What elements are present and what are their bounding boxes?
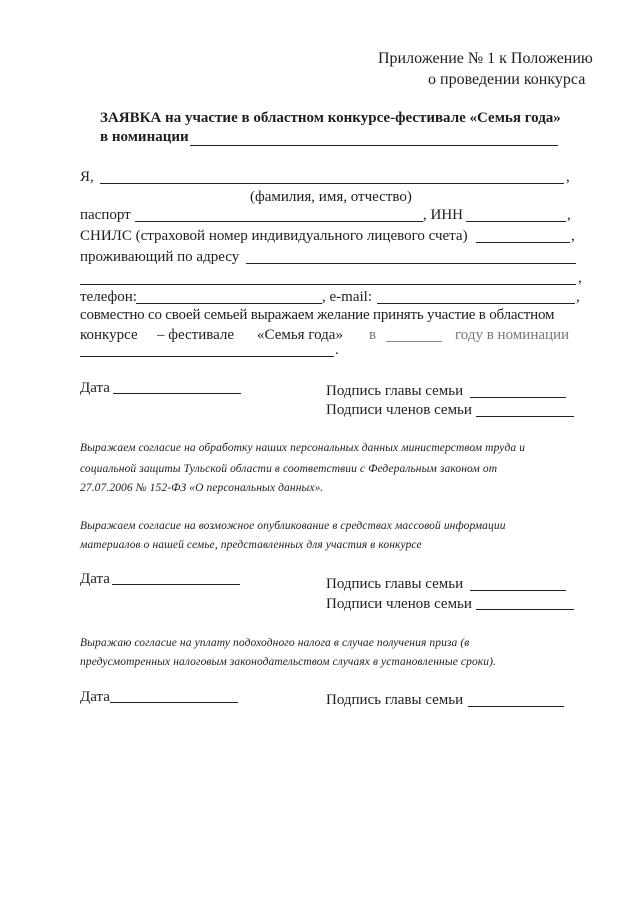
consent2-line-1: Выражаем согласие на возможное опубликование в средствах массовой информации (80, 520, 506, 532)
form-title: ЗАЯВКА на участие в областном конкурсе-фестивале «Семья года» (100, 110, 561, 126)
passport-label: паспорт (80, 207, 131, 223)
inn-label: , ИНН (423, 207, 463, 223)
email-comma: , (576, 289, 580, 305)
snils-comma: , (571, 228, 575, 244)
head-signature-field-3[interactable] (468, 706, 564, 707)
members-signature-field-1[interactable] (476, 416, 574, 417)
snils-label: СНИЛС (страховой номер индивидуального лицевого счета) (80, 228, 468, 244)
fio-field[interactable] (100, 183, 564, 184)
consent1-line-3: 27.07.2006 № 152-ФЗ «О персональных данных». (80, 482, 324, 494)
snils-field[interactable] (476, 242, 570, 243)
consent2-line-2: материалов о нашей семье, представленных для участия в конкурсе (80, 539, 422, 551)
head-signature-label-2: Подпись главы семьи (326, 576, 464, 592)
passport-field[interactable] (135, 221, 423, 222)
members-signature-field-2[interactable] (476, 609, 574, 610)
date-field-3[interactable] (110, 702, 238, 703)
consent3-line-2: предусмотренных налоговым законодательством случаях в установленные сроки). (80, 656, 497, 668)
appendix-line-1: Приложение № 1 к Положению (378, 50, 593, 67)
nomination-label: в номинации (100, 129, 189, 145)
nomination-field-2[interactable] (80, 356, 334, 357)
desire-word-5: году в номинации (455, 327, 570, 343)
desire-word-1: конкурсе (80, 327, 138, 343)
address-field-2[interactable] (80, 284, 576, 285)
head-signature-label-3: Подпись главы семьи (326, 692, 464, 708)
address-field-1[interactable] (246, 263, 576, 264)
head-signature-field-1[interactable] (470, 397, 566, 398)
fio-hint: (фамилия, имя, отчество) (250, 189, 412, 205)
ya-label: Я, (80, 169, 94, 185)
email-field[interactable] (377, 303, 575, 304)
address-label: проживающий по адресу (80, 249, 240, 265)
email-label: , e-mail: (322, 289, 372, 305)
date-field-1[interactable] (113, 393, 241, 394)
head-signature-field-2[interactable] (470, 590, 566, 591)
date-field-2[interactable] (112, 584, 240, 585)
year-field[interactable] (386, 341, 442, 342)
inn-comma: , (567, 207, 571, 223)
address-comma: , (578, 270, 582, 286)
consent1-line-2: социальной защиты Тульской области в соответствии с Федеральным законом от (80, 463, 498, 475)
phone-label: телефон: (80, 289, 137, 305)
desire-period: . (335, 342, 339, 358)
desire-word-3: «Семья года» (257, 327, 343, 343)
appendix-line-2: о проведении конкурса (428, 71, 586, 88)
phone-field[interactable] (136, 303, 322, 304)
nomination-field[interactable] (190, 145, 558, 146)
date-label-3: Дата (80, 689, 110, 705)
inn-field[interactable] (466, 221, 566, 222)
date-label-2: Дата (80, 571, 110, 587)
desire-word-2: – фестивале (157, 327, 235, 343)
members-signature-label-2: Подписи членов семьи (326, 596, 472, 612)
date-label-1: Дата (80, 380, 110, 396)
consent3-line-1: Выражаю согласие на уплату подоходного налога в случае получения приза (в (80, 637, 470, 649)
desire-line-1: совместно со своей семьей выражаем желание принять участие в областном (80, 307, 555, 323)
desire-word-4: в (369, 327, 377, 343)
ya-end-comma: , (566, 169, 570, 185)
head-signature-label-1: Подпись главы семьи (326, 383, 464, 399)
members-signature-label-1: Подписи членов семьи (326, 402, 472, 418)
consent1-line-1: Выражаем согласие на обработку наших персональных данных министерством труда и (80, 442, 526, 454)
